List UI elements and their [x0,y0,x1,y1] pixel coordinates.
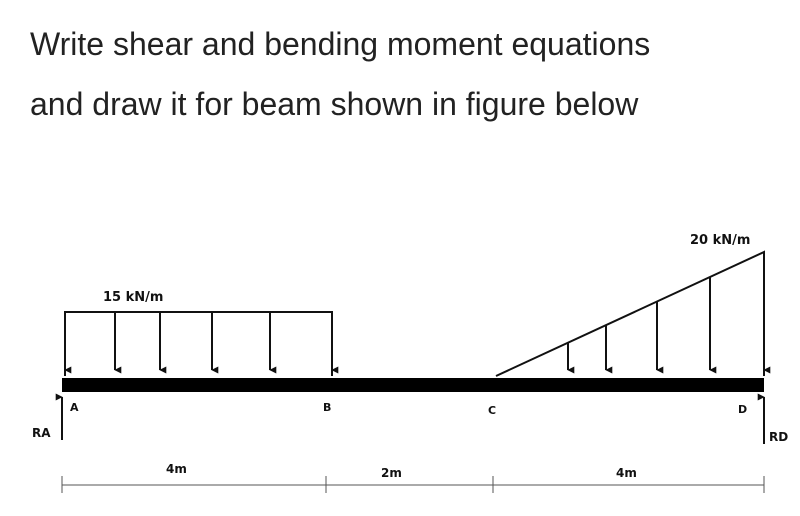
triangular-load [496,252,764,376]
reaction-rd-label: RD [769,430,789,444]
point-c-label: C [488,404,497,417]
reaction-ra-label: RA [32,426,51,440]
beam [62,378,764,392]
triangular-outline [496,252,764,376]
span-bc-label: 2m [381,466,402,480]
udl-label: 15 kN/m [103,290,164,305]
span-ab-label: 4m [166,462,187,476]
udl-load [65,312,332,376]
point-b-label: B [323,401,332,414]
udl-arrows [65,312,332,370]
point-d-label: D [738,403,748,416]
question-line-1: Write shear and bending moment equations [30,26,651,62]
span-cd-label: 4m [616,466,637,480]
dimension-line [62,476,764,493]
question-line-2: and draw it for beam shown in figure below [30,86,639,122]
triangular-arrows [568,252,764,370]
udl-outline [65,312,332,376]
point-a-label: A [70,401,79,414]
triangular-label: 20 kN/m [690,233,751,248]
